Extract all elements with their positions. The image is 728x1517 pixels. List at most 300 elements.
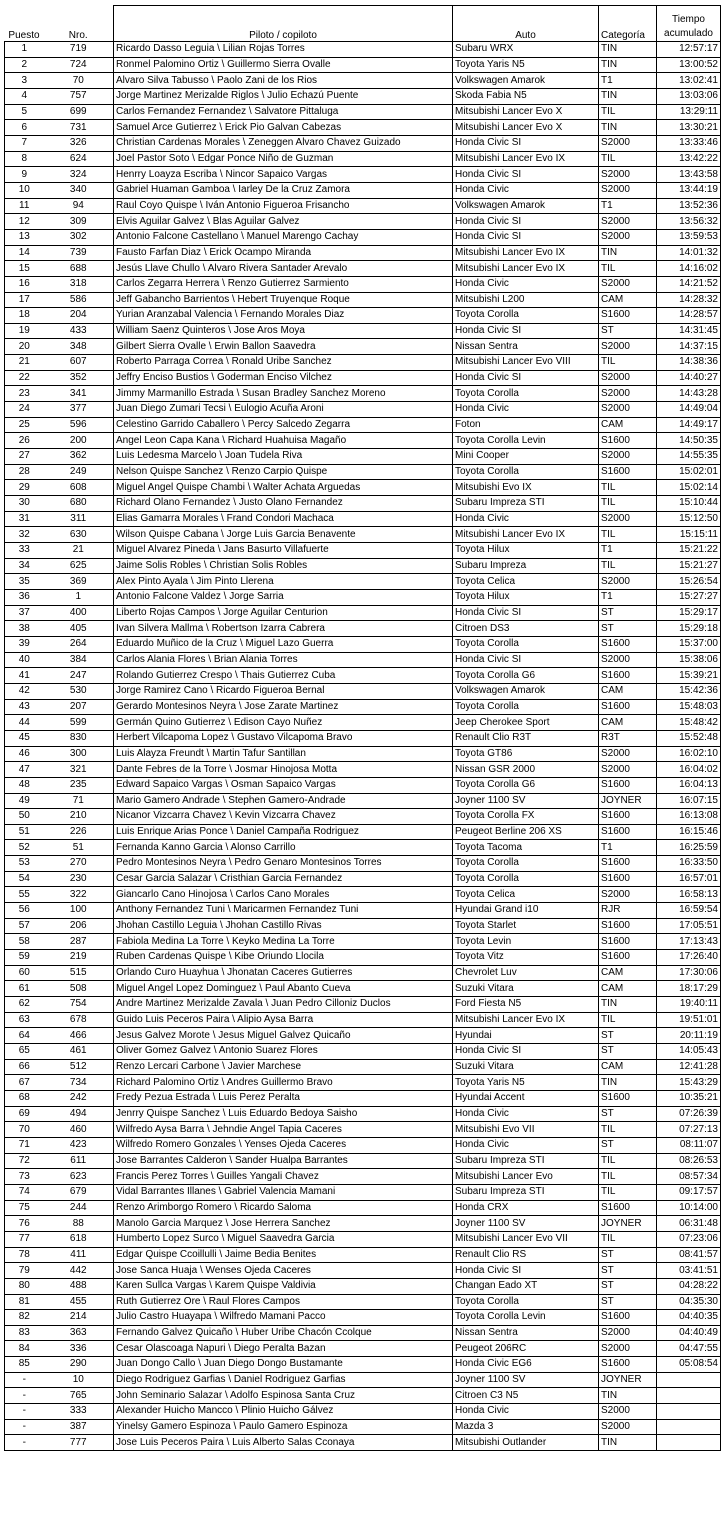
row-nro: 757 bbox=[44, 88, 114, 104]
row-nro: 607 bbox=[44, 355, 114, 371]
row-auto: Joyner 1100 SV bbox=[453, 1372, 599, 1388]
row-nro: 739 bbox=[44, 245, 114, 261]
row-piloto: Elvis Aguilar Galvez \ Blas Aguilar Galvez bbox=[114, 214, 453, 230]
row-piloto: Fredy Pezua Estrada \ Luis Perez Peralta bbox=[114, 1090, 453, 1106]
row-puesto: 32 bbox=[5, 527, 44, 543]
table-row bbox=[5, 652, 721, 668]
row-nro: 309 bbox=[44, 214, 114, 230]
row-puesto: 42 bbox=[5, 683, 44, 699]
row-auto: Mazda 3 bbox=[453, 1419, 599, 1435]
row-tiempo: 15:29:17 bbox=[657, 605, 721, 621]
row-puesto: 64 bbox=[5, 1028, 44, 1044]
table-row bbox=[5, 1169, 721, 1185]
row-piloto: Jesus Galvez Morote \ Jesus Miguel Galvez Quicaño bbox=[114, 1028, 453, 1044]
row-nro: 460 bbox=[44, 1122, 114, 1138]
table-row bbox=[5, 1419, 721, 1435]
row-tiempo: 14:43:28 bbox=[657, 386, 721, 402]
row-piloto: Guido Luis Peceros Paira \ Alipio Aysa Barra bbox=[114, 1012, 453, 1028]
row-auto: Honda Civic EG6 bbox=[453, 1357, 599, 1373]
table-row bbox=[5, 871, 721, 887]
row-auto: Citroen C3 N5 bbox=[453, 1388, 599, 1404]
row-puesto: 22 bbox=[5, 370, 44, 386]
row-piloto: Luis Enrique Arias Ponce \ Daniel Campaña Rodriguez bbox=[114, 824, 453, 840]
table-row bbox=[5, 355, 721, 371]
row-categoria: TIN bbox=[599, 1075, 657, 1091]
row-piloto: Jeff Gabancho Barrientos \ Hebert Truyenque Roque bbox=[114, 292, 453, 308]
row-nro: 230 bbox=[44, 871, 114, 887]
row-piloto: Humberto Lopez Surco \ Miguel Saavedra Garcia bbox=[114, 1231, 453, 1247]
table-row bbox=[5, 997, 721, 1013]
row-piloto: Cesar Garcia Salazar \ Cristhian Garcia Fernandez bbox=[114, 871, 453, 887]
table-row bbox=[5, 934, 721, 950]
row-nro: 322 bbox=[44, 887, 114, 903]
row-tiempo: 16:25:59 bbox=[657, 840, 721, 856]
table-row bbox=[5, 88, 721, 104]
table-row bbox=[5, 198, 721, 214]
table-row bbox=[5, 1059, 721, 1075]
row-categoria: S2000 bbox=[599, 574, 657, 590]
row-piloto: Manolo Garcia Marquez \ Jose Herrera Sanchez bbox=[114, 1216, 453, 1232]
row-tiempo: 08:57:34 bbox=[657, 1169, 721, 1185]
row-auto: Honda Civic bbox=[453, 511, 599, 527]
row-auto: Renault Clio R3T bbox=[453, 730, 599, 746]
row-puesto: - bbox=[5, 1404, 44, 1420]
row-categoria: S2000 bbox=[599, 1404, 657, 1420]
row-nro: 455 bbox=[44, 1294, 114, 1310]
row-categoria: S1600 bbox=[599, 856, 657, 872]
row-piloto: Angel Leon Capa Kana \ Richard Huahuisa Magaño bbox=[114, 433, 453, 449]
row-categoria: TIL bbox=[599, 1153, 657, 1169]
table-row bbox=[5, 276, 721, 292]
row-puesto: 55 bbox=[5, 887, 44, 903]
row-piloto: Alvaro Silva Tabusso \ Paolo Zani de los Rios bbox=[114, 73, 453, 89]
row-auto: Mitsubishi Evo VII bbox=[453, 1122, 599, 1138]
row-nro: 423 bbox=[44, 1137, 114, 1153]
row-nro: 235 bbox=[44, 777, 114, 793]
row-piloto: Antonio Falcone Castellano \ Manuel Marengo Cachay bbox=[114, 229, 453, 245]
row-tiempo: 13:59:53 bbox=[657, 229, 721, 245]
row-categoria: ST bbox=[599, 1106, 657, 1122]
table-row bbox=[5, 793, 721, 809]
row-tiempo: 16:57:01 bbox=[657, 871, 721, 887]
table-row bbox=[5, 543, 721, 559]
row-piloto: Fernando Galvez Quicaño \ Huber Uribe Chacón Ccolque bbox=[114, 1325, 453, 1341]
row-puesto: 51 bbox=[5, 824, 44, 840]
row-puesto: 5 bbox=[5, 104, 44, 120]
row-puesto: 37 bbox=[5, 605, 44, 621]
row-puesto: 72 bbox=[5, 1153, 44, 1169]
row-puesto: 35 bbox=[5, 574, 44, 590]
row-categoria: TIL bbox=[599, 355, 657, 371]
row-categoria: S2000 bbox=[599, 511, 657, 527]
row-categoria: TIL bbox=[599, 1169, 657, 1185]
row-auto: Toyota Corolla G6 bbox=[453, 777, 599, 793]
table-row bbox=[5, 574, 721, 590]
table-row bbox=[5, 1388, 721, 1404]
row-nro: 206 bbox=[44, 918, 114, 934]
row-nro: 207 bbox=[44, 699, 114, 715]
row-tiempo bbox=[657, 1404, 721, 1420]
header-piloto: Piloto / copiloto bbox=[114, 6, 453, 42]
table-row bbox=[5, 668, 721, 684]
row-tiempo: 16:59:54 bbox=[657, 903, 721, 919]
row-tiempo bbox=[657, 1372, 721, 1388]
row-nro: 326 bbox=[44, 135, 114, 151]
table-row bbox=[5, 1090, 721, 1106]
row-nro: 625 bbox=[44, 558, 114, 574]
table-row bbox=[5, 621, 721, 637]
row-categoria: CAM bbox=[599, 292, 657, 308]
row-auto: Honda Civic SI bbox=[453, 1263, 599, 1279]
table-row bbox=[5, 339, 721, 355]
row-puesto: 50 bbox=[5, 809, 44, 825]
table-row bbox=[5, 417, 721, 433]
row-auto: Toyota Corolla bbox=[453, 636, 599, 652]
row-piloto: Elias Gamarra Morales \ Frand Condori Machaca bbox=[114, 511, 453, 527]
table-row bbox=[5, 527, 721, 543]
row-tiempo: 07:26:39 bbox=[657, 1106, 721, 1122]
row-auto: Honda Civic SI bbox=[453, 652, 599, 668]
row-nro: 341 bbox=[44, 386, 114, 402]
row-tiempo: 15:21:22 bbox=[657, 543, 721, 559]
row-puesto: 60 bbox=[5, 965, 44, 981]
table-row bbox=[5, 981, 721, 997]
row-puesto: 81 bbox=[5, 1294, 44, 1310]
row-tiempo: 15:02:01 bbox=[657, 464, 721, 480]
row-auto: Nissan Sentra bbox=[453, 1325, 599, 1341]
row-piloto: Ricardo Dasso Leguia \ Lilian Rojas Torres bbox=[114, 42, 453, 58]
row-nro: 70 bbox=[44, 73, 114, 89]
row-tiempo: 17:13:43 bbox=[657, 934, 721, 950]
row-piloto: Carlos Alania Flores \ Brian Alania Torres bbox=[114, 652, 453, 668]
row-piloto: Germán Quino Gutierrez \ Edison Cayo Nuñez bbox=[114, 715, 453, 731]
row-nro: 324 bbox=[44, 167, 114, 183]
row-puesto: 17 bbox=[5, 292, 44, 308]
row-puesto: 40 bbox=[5, 652, 44, 668]
row-tiempo: 13:52:36 bbox=[657, 198, 721, 214]
row-puesto: 38 bbox=[5, 621, 44, 637]
table-row bbox=[5, 292, 721, 308]
row-nro: 200 bbox=[44, 433, 114, 449]
table-row bbox=[5, 1012, 721, 1028]
row-categoria: T1 bbox=[599, 840, 657, 856]
row-piloto: William Saenz Quinteros \ Jose Aros Moya bbox=[114, 323, 453, 339]
table-row bbox=[5, 1028, 721, 1044]
table-row bbox=[5, 730, 721, 746]
row-categoria: S1600 bbox=[599, 809, 657, 825]
row-categoria: S1600 bbox=[599, 950, 657, 966]
row-puesto: 44 bbox=[5, 715, 44, 731]
row-auto: Subaru Impreza STI bbox=[453, 496, 599, 512]
header-auto: Auto bbox=[453, 6, 599, 42]
row-piloto: Dante Febres de la Torre \ Josmar Hinojosa Motta bbox=[114, 762, 453, 778]
row-categoria: S2000 bbox=[599, 1341, 657, 1357]
row-auto: Volkswagen Amarok bbox=[453, 198, 599, 214]
row-puesto: 85 bbox=[5, 1357, 44, 1373]
row-puesto: 56 bbox=[5, 903, 44, 919]
row-auto: Toyota Corolla bbox=[453, 871, 599, 887]
row-nro: 51 bbox=[44, 840, 114, 856]
row-tiempo: 14:28:32 bbox=[657, 292, 721, 308]
table-row bbox=[5, 323, 721, 339]
row-nro: 400 bbox=[44, 605, 114, 621]
table-row bbox=[5, 699, 721, 715]
row-nro: 508 bbox=[44, 981, 114, 997]
row-nro: 377 bbox=[44, 402, 114, 418]
row-auto: Toyota Corolla bbox=[453, 856, 599, 872]
row-piloto: Fabiola Medina La Torre \ Keyko Medina La Torre bbox=[114, 934, 453, 950]
row-piloto: Samuel Arce Gutierrez \ Erick Pio Galvan Cabezas bbox=[114, 120, 453, 136]
row-puesto: 33 bbox=[5, 543, 44, 559]
table-row bbox=[5, 449, 721, 465]
row-piloto: Carlos Zegarra Herrera \ Renzo Gutierrez Sarmiento bbox=[114, 276, 453, 292]
row-tiempo: 15:43:29 bbox=[657, 1075, 721, 1091]
row-tiempo: 17:30:06 bbox=[657, 965, 721, 981]
row-auto: Toyota Vitz bbox=[453, 950, 599, 966]
row-tiempo: 14:38:36 bbox=[657, 355, 721, 371]
table-row bbox=[5, 1294, 721, 1310]
row-tiempo: 14:37:15 bbox=[657, 339, 721, 355]
row-categoria: S2000 bbox=[599, 135, 657, 151]
row-tiempo: 08:11:07 bbox=[657, 1137, 721, 1153]
row-nro: 596 bbox=[44, 417, 114, 433]
row-piloto: Karen Sullca Vargas \ Karem Quispe Valdivia bbox=[114, 1278, 453, 1294]
row-tiempo: 04:35:30 bbox=[657, 1294, 721, 1310]
row-tiempo bbox=[657, 1435, 721, 1451]
row-piloto: Miguel Alvarez Pineda \ Jans Basurto Villafuerte bbox=[114, 543, 453, 559]
row-piloto: Yurian Aranzabal Valencia \ Fernando Morales Diaz bbox=[114, 308, 453, 324]
row-nro: 530 bbox=[44, 683, 114, 699]
row-auto: Honda Civic bbox=[453, 1106, 599, 1122]
table-row bbox=[5, 73, 721, 89]
row-piloto: Luis Ledesma Marcelo \ Joan Tudela Riva bbox=[114, 449, 453, 465]
row-tiempo: 14:50:35 bbox=[657, 433, 721, 449]
row-auto: Mitsubishi L200 bbox=[453, 292, 599, 308]
row-auto: Honda Civic SI bbox=[453, 167, 599, 183]
row-piloto: Nicanor Vizcarra Chavez \ Kevin Vizcarra Chavez bbox=[114, 809, 453, 825]
table-row bbox=[5, 480, 721, 496]
row-nro: 488 bbox=[44, 1278, 114, 1294]
row-tiempo: 16:15:46 bbox=[657, 824, 721, 840]
table-row bbox=[5, 589, 721, 605]
row-tiempo: 13:03:06 bbox=[657, 88, 721, 104]
row-nro: 433 bbox=[44, 323, 114, 339]
row-auto: Foton bbox=[453, 417, 599, 433]
row-nro: 318 bbox=[44, 276, 114, 292]
row-piloto: Jose Sanca Huaja \ Wenses Ojeda Caceres bbox=[114, 1263, 453, 1279]
row-nro: 100 bbox=[44, 903, 114, 919]
row-puesto: 58 bbox=[5, 934, 44, 950]
table-row bbox=[5, 214, 721, 230]
row-nro: 624 bbox=[44, 151, 114, 167]
row-auto: Mitsubishi Evo IX bbox=[453, 480, 599, 496]
row-puesto: 9 bbox=[5, 167, 44, 183]
row-piloto: Gerardo Montesinos Neyra \ Jose Zarate Martinez bbox=[114, 699, 453, 715]
row-categoria: S1600 bbox=[599, 464, 657, 480]
row-categoria: ST bbox=[599, 1294, 657, 1310]
row-nro: 249 bbox=[44, 464, 114, 480]
row-categoria: S1600 bbox=[599, 668, 657, 684]
row-nro: 363 bbox=[44, 1325, 114, 1341]
row-categoria: S2000 bbox=[599, 229, 657, 245]
table-row bbox=[5, 42, 721, 58]
row-piloto: Gabriel Huaman Gamboa \ Iarley De la Cruz Zamora bbox=[114, 182, 453, 198]
row-auto: Toyota Corolla bbox=[453, 386, 599, 402]
table-row bbox=[5, 1044, 721, 1060]
row-categoria: TIN bbox=[599, 1388, 657, 1404]
row-tiempo: 13:02:41 bbox=[657, 73, 721, 89]
row-puesto: 2 bbox=[5, 57, 44, 73]
row-nro: 405 bbox=[44, 621, 114, 637]
header-nro: Nro. bbox=[44, 6, 114, 42]
row-puesto: 79 bbox=[5, 1263, 44, 1279]
row-categoria: CAM bbox=[599, 965, 657, 981]
table-row bbox=[5, 903, 721, 919]
row-piloto: Giancarlo Cano Hinojosa \ Carlos Cano Morales bbox=[114, 887, 453, 903]
row-nro: 754 bbox=[44, 997, 114, 1013]
row-puesto: 67 bbox=[5, 1075, 44, 1091]
row-nro: 731 bbox=[44, 120, 114, 136]
row-puesto: 54 bbox=[5, 871, 44, 887]
row-auto: Mitsubishi Lancer Evo IX bbox=[453, 527, 599, 543]
table-row bbox=[5, 1153, 721, 1169]
table-row bbox=[5, 386, 721, 402]
row-auto: Skoda Fabia N5 bbox=[453, 88, 599, 104]
row-categoria: T1 bbox=[599, 73, 657, 89]
row-auto: Subaru Impreza STI bbox=[453, 1184, 599, 1200]
table-row bbox=[5, 1200, 721, 1216]
table-row bbox=[5, 1357, 721, 1373]
row-auto: Toyota Starlet bbox=[453, 918, 599, 934]
row-puesto: 27 bbox=[5, 449, 44, 465]
row-puesto: 83 bbox=[5, 1325, 44, 1341]
row-nro: 333 bbox=[44, 1404, 114, 1420]
row-categoria: S1600 bbox=[599, 433, 657, 449]
row-tiempo: 04:28:22 bbox=[657, 1278, 721, 1294]
row-categoria: S2000 bbox=[599, 1419, 657, 1435]
table-row bbox=[5, 1122, 721, 1138]
row-piloto: Pedro Montesinos Neyra \ Pedro Genaro Montesinos Torres bbox=[114, 856, 453, 872]
row-piloto: Andre Martinez Merizalde Zavala \ Juan Pedro Cilloniz Duclos bbox=[114, 997, 453, 1013]
row-nro: 270 bbox=[44, 856, 114, 872]
row-auto: Toyota Corolla FX bbox=[453, 809, 599, 825]
row-nro: 630 bbox=[44, 527, 114, 543]
row-tiempo: 15:27:27 bbox=[657, 589, 721, 605]
row-tiempo: 15:12:50 bbox=[657, 511, 721, 527]
results-table-container bbox=[4, 5, 721, 1451]
row-tiempo: 13:44:19 bbox=[657, 182, 721, 198]
row-tiempo: 15:52:48 bbox=[657, 730, 721, 746]
row-tiempo: 06:31:48 bbox=[657, 1216, 721, 1232]
row-categoria: TIN bbox=[599, 245, 657, 261]
row-tiempo: 04:47:55 bbox=[657, 1341, 721, 1357]
row-nro: 699 bbox=[44, 104, 114, 120]
row-piloto: Oliver Gomez Galvez \ Antonio Suarez Flores bbox=[114, 1044, 453, 1060]
table-row bbox=[5, 683, 721, 699]
row-piloto: Henrry Loayza Escriba \ Nincor Sapaico Vargas bbox=[114, 167, 453, 183]
row-tiempo: 12:57:17 bbox=[657, 42, 721, 58]
row-categoria: JOYNER bbox=[599, 1372, 657, 1388]
row-auto: Mitsubishi Lancer Evo VIII bbox=[453, 355, 599, 371]
row-auto: Mitsubishi Lancer Evo IX bbox=[453, 151, 599, 167]
row-piloto: Richard Olano Fernandez \ Justo Olano Fernandez bbox=[114, 496, 453, 512]
row-piloto: Herbert Vilcapoma Lopez \ Gustavo Vilcapoma Bravo bbox=[114, 730, 453, 746]
row-categoria: S2000 bbox=[599, 276, 657, 292]
row-nro: 10 bbox=[44, 1372, 114, 1388]
row-nro: 321 bbox=[44, 762, 114, 778]
row-nro: 226 bbox=[44, 824, 114, 840]
table-row bbox=[5, 57, 721, 73]
header-categoria: Categoría bbox=[599, 6, 657, 42]
row-categoria: S2000 bbox=[599, 652, 657, 668]
row-tiempo: 05:08:54 bbox=[657, 1357, 721, 1373]
row-nro: 352 bbox=[44, 370, 114, 386]
row-puesto: 12 bbox=[5, 214, 44, 230]
row-tiempo: 14:55:35 bbox=[657, 449, 721, 465]
row-nro: 512 bbox=[44, 1059, 114, 1075]
row-tiempo: 14:31:45 bbox=[657, 323, 721, 339]
row-auto: Hyundai Grand i10 bbox=[453, 903, 599, 919]
row-auto: Mitsubishi Lancer Evo IX bbox=[453, 1012, 599, 1028]
row-nro: 411 bbox=[44, 1247, 114, 1263]
row-piloto: Luis Alayza Freundt \ Martin Tafur Santillan bbox=[114, 746, 453, 762]
row-puesto: 52 bbox=[5, 840, 44, 856]
row-puesto: - bbox=[5, 1419, 44, 1435]
row-auto: Subaru Impreza bbox=[453, 558, 599, 574]
table-row bbox=[5, 120, 721, 136]
row-categoria: TIL bbox=[599, 527, 657, 543]
row-auto: Honda Civic SI bbox=[453, 135, 599, 151]
row-nro: 210 bbox=[44, 809, 114, 825]
row-auto: Honda Civic SI bbox=[453, 214, 599, 230]
row-puesto: - bbox=[5, 1372, 44, 1388]
row-piloto: Jaime Solis Robles \ Christian Solis Robles bbox=[114, 558, 453, 574]
row-piloto: Edgar Quispe Ccoillulli \ Jaime Bedia Benites bbox=[114, 1247, 453, 1263]
row-categoria: JOYNER bbox=[599, 1216, 657, 1232]
row-auto: Joyner 1100 SV bbox=[453, 1216, 599, 1232]
row-tiempo: 08:26:53 bbox=[657, 1153, 721, 1169]
row-nro: 719 bbox=[44, 42, 114, 58]
row-auto: Honda Civic bbox=[453, 1404, 599, 1420]
row-categoria: CAM bbox=[599, 683, 657, 699]
row-puesto: 16 bbox=[5, 276, 44, 292]
table-row bbox=[5, 605, 721, 621]
row-puesto: 30 bbox=[5, 496, 44, 512]
row-tiempo bbox=[657, 1419, 721, 1435]
row-puesto: 24 bbox=[5, 402, 44, 418]
row-nro: 387 bbox=[44, 1419, 114, 1435]
row-puesto: 45 bbox=[5, 730, 44, 746]
row-auto: Mitsubishi Lancer Evo X bbox=[453, 120, 599, 136]
row-nro: 369 bbox=[44, 574, 114, 590]
row-piloto: Wilson Quispe Cabana \ Jorge Luis Garcia Benavente bbox=[114, 527, 453, 543]
row-piloto: Liberto Rojas Campos \ Jorge Aguilar Centurion bbox=[114, 605, 453, 621]
row-tiempo: 13:42:22 bbox=[657, 151, 721, 167]
row-tiempo: 16:02:10 bbox=[657, 746, 721, 762]
row-auto: Toyota Corolla Levin bbox=[453, 1310, 599, 1326]
row-puesto: 74 bbox=[5, 1184, 44, 1200]
row-auto: Peugeot 206RC bbox=[453, 1341, 599, 1357]
row-nro: 71 bbox=[44, 793, 114, 809]
row-auto: Toyota Levin bbox=[453, 934, 599, 950]
row-categoria: S2000 bbox=[599, 762, 657, 778]
row-nro: 362 bbox=[44, 449, 114, 465]
row-categoria: S1600 bbox=[599, 871, 657, 887]
row-auto: Honda Civic SI bbox=[453, 1044, 599, 1060]
row-nro: 765 bbox=[44, 1388, 114, 1404]
row-tiempo: 10:35:21 bbox=[657, 1090, 721, 1106]
row-piloto: Wilfredo Aysa Barra \ Jehndie Angel Tapia Caceres bbox=[114, 1122, 453, 1138]
